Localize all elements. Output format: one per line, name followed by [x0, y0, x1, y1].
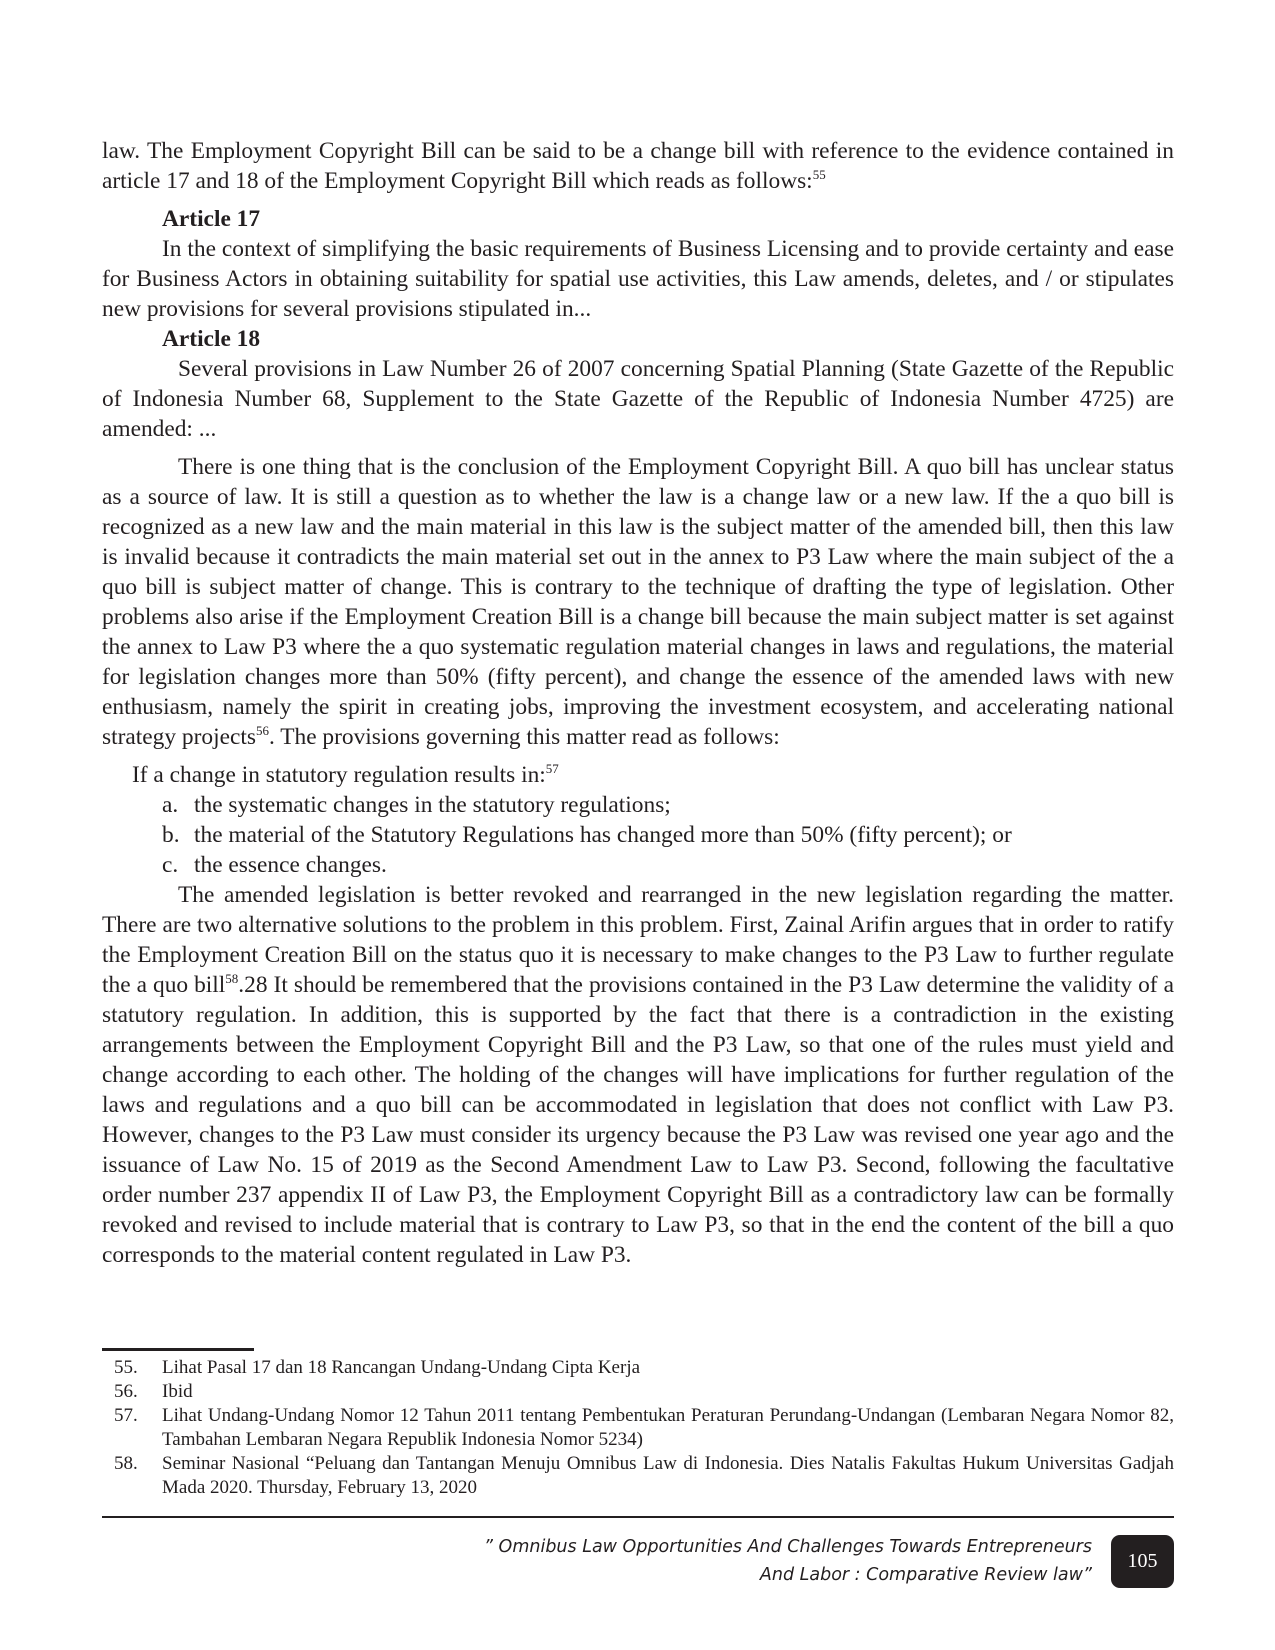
article-17-title: Article 17: [162, 206, 261, 232]
footnote-text: Lihat Pasal 17 dan 18 Rancangan Undang-Undang Cipta Kerja: [162, 1357, 641, 1378]
list-letter: b.: [162, 822, 180, 848]
footnote-ref-57: 57: [545, 761, 559, 777]
footnote: [102, 1404, 1174, 1452]
footer-line-2: And Labor : Comparative Review law”: [759, 1565, 1092, 1585]
list-item-text: the material of the Statutory Regulations has changed more than 50% (fifty percent); or: [194, 822, 1012, 848]
paragraph-conclusion: [102, 452, 1174, 752]
footnotes: [102, 1356, 1174, 1500]
page-number: 105: [1127, 1550, 1158, 1572]
article-18-body: Several provisions in Law Number 26 of 2007 concerning Spatial Planning (State Gazette of the Republic of Indonesia Number 68, Supplement to the State Gazette of the Republic of Indonesia Number 4725) are amended: ...: [102, 356, 1174, 442]
list-item-text: the systematic changes in the statutory regulations;: [194, 792, 671, 818]
footnote-divider: [102, 1348, 254, 1351]
footer-line-1: ” Omnibus Law Opportunities And Challenges Towards Entrepreneurs: [483, 1537, 1092, 1557]
footnote: [102, 1452, 1174, 1500]
paragraph-alternatives-text: The amended legislation is better revoked and rearranged in the new legislation regarding the matter. There are two alternative solutions to the problem in this problem. First, Zainal Arifin argues that in order to ratify the Employment Creation Bill on the status quo it is necessary to make changes to the P3 Law to further regulate the a quo bill: [102, 882, 1174, 998]
footnote-text: Ibid: [162, 1381, 193, 1402]
footnote-number: 57.: [114, 1405, 138, 1426]
footnote-number: 55.: [114, 1357, 138, 1378]
list-letter: c.: [162, 852, 179, 878]
body-text: [102, 136, 1174, 1270]
footnote-text: Seminar Nasional “Peluang dan Tantangan Menuju Omnibus Law di Indonesia. Dies Natalis Fakultas Hukum Universitas Gadjah Mada 2020. Thursday, February 13, 2020: [162, 1453, 1174, 1498]
paragraph-conclusion-text: There is one thing that is the conclusion of the Employment Copyright Bill. A quo bill has unclear status as a source of law. It is still a question as to whether the law is a change law or a new law. If the a quo bill is recognized as a new law and the main material in this law is the subject matter of the amended bill, then this law is invalid because it contradicts the main material set out in the annex to P3 Law where the main subject of the a quo bill is subject matter of change. This is contrary to the technique of drafting the type of legislation. Other problems also arise if the Employment Creation Bill is a change bill because the main subject matter is set against the annex to Law P3 where the a quo systematic regulation material changes in laws and regulations, the material for legislation changes more than 50% (fifty percent), and change the essence of the amended laws with new enthusiasm, namely the spirit in creating jobs, improving the investment ecosystem, and accelerating national strategy projects: [102, 454, 1174, 750]
intro-paragraph: [102, 136, 1174, 196]
list-item: [102, 790, 1174, 820]
list-intro: [102, 760, 1174, 790]
article-18-title: Article 18: [162, 326, 261, 352]
paragraph-alternatives: [102, 880, 1174, 1270]
list-letter: a.: [162, 792, 179, 818]
footnote-number: 56.: [114, 1381, 138, 1402]
footnote: [102, 1380, 1174, 1404]
article-17-body: In the context of simplifying the basic requirements of Business Licensing and to provide certainty and ease for Business Actors in obtaining suitability for spatial use activities, this Law amends, deletes, and / or stipulates new provisions for several provisions stipulated in...: [102, 236, 1174, 322]
list-item: [102, 850, 1174, 880]
running-footer: [484, 1533, 1092, 1589]
intro-text: law. The Employment Copyright Bill can be said to be a change bill with reference to the evidence contained in article 17 and 18 of the Employment Copyright Bill which reads as follows:: [102, 138, 1174, 194]
footer-divider: [102, 1516, 1174, 1518]
list-intro-text: If a change in statutory regulation results in:: [132, 762, 546, 788]
list-item: [102, 820, 1174, 850]
footnote-ref-55: 55: [812, 167, 826, 183]
paragraph-conclusion-end: . The provisions governing this matter read as follows:: [268, 724, 780, 750]
footnote: [102, 1356, 1174, 1380]
page-number-badge: [1111, 1535, 1174, 1588]
footnote-number: 58.: [114, 1453, 138, 1474]
footnote-ref-58: 58: [225, 971, 239, 987]
footnote-text: Lihat Undang-Undang Nomor 12 Tahun 2011 tentang Pembentukan Peraturan Perundang-Undangan (Lembaran Negara Nomor 82, Tambahan Lembaran Negara Republik Indonesia Nomor 5234): [162, 1405, 1174, 1450]
paragraph-alternatives-end: .28 It should be remembered that the provisions contained in the P3 Law determine the validity of a statutory regulation. In addition, this is supported by the fact that there is a contradiction in the existing arrangements between the Employment Copyright Bill and the P3 Law, so that one of the rules must yield and change according to each other. The holding of the changes will have implications for further regulation of the laws and regulations and a quo bill can be accommodated in legislation that does not conflict with Law P3. However, changes to the P3 Law must consider its urgency because the P3 Law was revised one year ago and the issuance of Law No. 15 of 2019 as the Second Amendment Law to Law P3. Second, following the facultative order number 237 appendix II of Law P3, the Employment Copyright Bill as a contradictory law can be formally revoked and revised to include material that is contrary to Law P3, so that in the end the content of the bill a quo corresponds to the material content regulated in Law P3.: [102, 972, 1174, 1268]
list-item-text: the essence changes.: [194, 852, 387, 878]
footnote-ref-56: 56: [255, 723, 269, 739]
